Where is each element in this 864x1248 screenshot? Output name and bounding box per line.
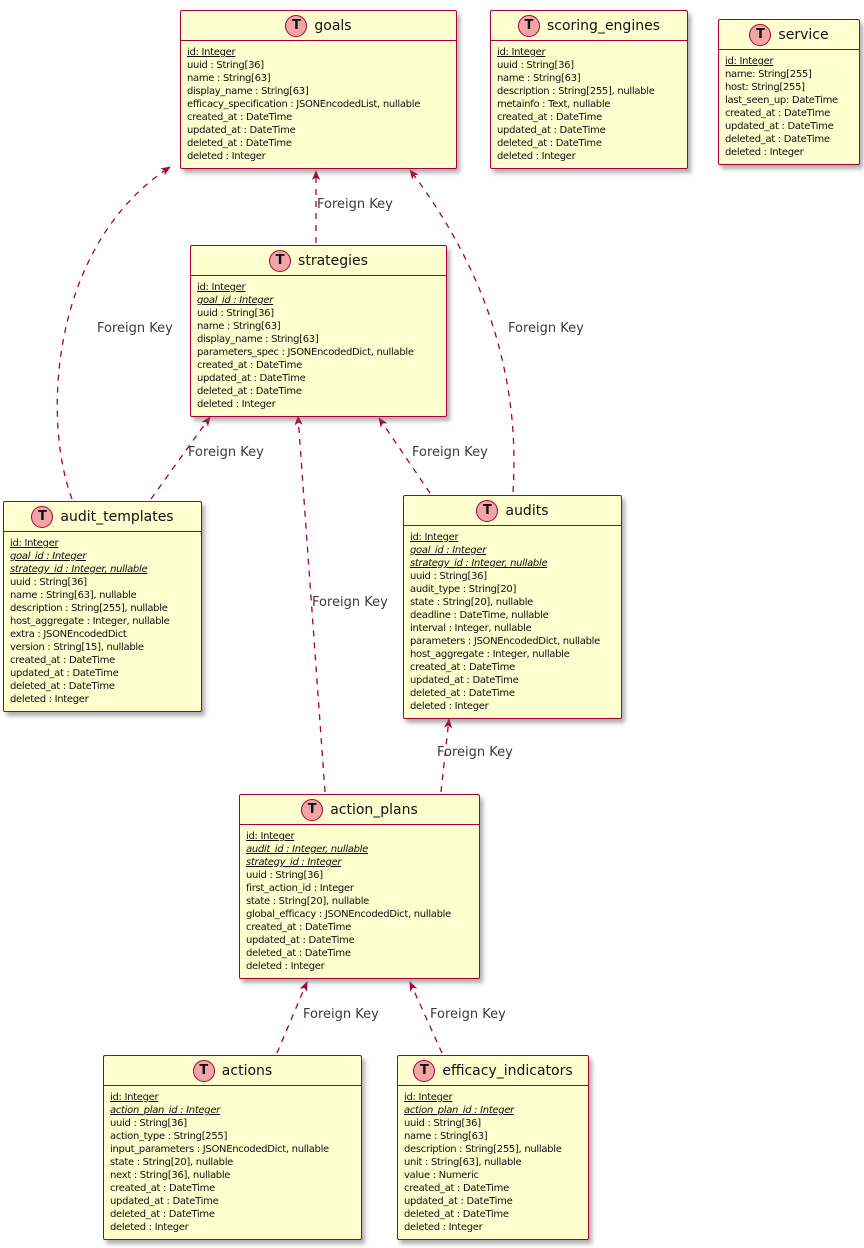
column-row: created_at : DateTime xyxy=(246,922,351,933)
column-row: created_at : DateTime xyxy=(725,108,830,119)
column-row: deleted : Integer xyxy=(410,701,489,712)
table-type-icon: T xyxy=(749,24,771,46)
foreign-key-label: Foreign Key xyxy=(188,445,264,460)
table-title: audits xyxy=(505,502,549,519)
column-row: input_parameters : JSONEncodedDict, nullable xyxy=(110,1144,329,1155)
table-title: action_plans xyxy=(330,801,418,818)
table-title: audit_templates xyxy=(60,508,174,525)
column-row: id: Integer xyxy=(404,1092,453,1103)
column-row: last_seen_up: DateTime xyxy=(725,95,838,106)
column-row: strategy_id : Integer, nullable xyxy=(410,558,548,569)
column-row: extra : JSONEncodedDict xyxy=(10,629,127,640)
column-row: metainfo : Text, nullable xyxy=(497,99,611,110)
table-title: actions xyxy=(221,1062,273,1079)
column-row: name : String[63] xyxy=(197,321,281,332)
table-columns xyxy=(398,1086,588,1239)
column-row: deleted_at : DateTime xyxy=(246,948,351,959)
column-row: updated_at : DateTime xyxy=(10,668,119,679)
column-row: version : String[15], nullable xyxy=(10,642,144,653)
column-row: efficacy_specification : JSONEncodedList, nullable xyxy=(187,99,421,110)
column-row: name : String[63] xyxy=(187,73,271,84)
column-row: deleted : Integer xyxy=(497,151,576,162)
column-row: uuid : String[36] xyxy=(246,870,323,881)
column-row: action_type : String[255] xyxy=(110,1131,228,1142)
column-row: strategy_id : Integer xyxy=(246,857,342,868)
table-action_plans[interactable] xyxy=(239,794,480,979)
column-row: uuid : String[36] xyxy=(187,60,264,71)
foreign-key-label: Foreign Key xyxy=(317,197,393,212)
table-columns xyxy=(4,532,201,711)
column-row: updated_at : DateTime xyxy=(410,675,519,686)
table-header xyxy=(404,496,621,526)
column-row: id: Integer xyxy=(497,47,546,58)
column-row: created_at : DateTime xyxy=(197,360,302,371)
column-row: next : String[36], nullable xyxy=(110,1170,231,1181)
table-header xyxy=(4,502,201,532)
table-columns xyxy=(104,1086,361,1239)
column-row: deleted_at : DateTime xyxy=(10,681,115,692)
column-row: first_action_id : Integer xyxy=(246,883,354,894)
table-type-icon: T xyxy=(518,15,540,37)
column-row: audit_id : Integer, nullable xyxy=(246,844,369,855)
table-title: strategies xyxy=(298,252,368,269)
column-row: deleted_at : DateTime xyxy=(197,386,302,397)
column-row: created_at : DateTime xyxy=(110,1183,215,1194)
column-row: updated_at : DateTime xyxy=(110,1196,219,1207)
column-row: id: Integer xyxy=(410,532,459,543)
table-actions[interactable] xyxy=(103,1055,362,1240)
column-row: parameters_spec : JSONEncodedDict, nullable xyxy=(197,347,414,358)
table-header xyxy=(191,246,446,276)
column-row: deleted_at : DateTime xyxy=(110,1209,215,1220)
column-row: deleted_at : DateTime xyxy=(497,138,602,149)
column-row: description : String[255], nullable xyxy=(497,86,655,97)
column-row: deleted : Integer xyxy=(187,151,266,162)
column-row: description : String[255], nullable xyxy=(10,603,168,614)
column-row: id: Integer xyxy=(10,538,59,549)
column-row: updated_at : DateTime xyxy=(197,373,306,384)
column-row: updated_at : DateTime xyxy=(725,121,834,132)
column-row: parameters : JSONEncodedDict, nullable xyxy=(410,636,600,647)
column-row: host: String[255] xyxy=(725,82,805,93)
foreign-key-label: Foreign Key xyxy=(97,321,173,336)
column-row: interval : Integer, nullable xyxy=(410,623,532,634)
column-row: state : String[20], nullable xyxy=(246,896,370,907)
column-row: id: Integer xyxy=(246,831,295,842)
foreign-key-label: Foreign Key xyxy=(412,445,488,460)
table-columns xyxy=(404,526,621,718)
column-row: display_name : String[63] xyxy=(187,86,309,97)
column-row: global_efficacy : JSONEncodedDict, nullable xyxy=(246,909,452,920)
table-header xyxy=(240,795,479,825)
table-header xyxy=(104,1056,361,1086)
column-row: updated_at : DateTime xyxy=(404,1196,513,1207)
column-row: deleted_at : DateTime xyxy=(725,134,830,145)
column-row: description : String[255], nullable xyxy=(404,1144,562,1155)
table-header xyxy=(398,1056,588,1086)
column-row: deleted_at : DateTime xyxy=(404,1209,509,1220)
column-row: deleted : Integer xyxy=(404,1222,483,1233)
table-columns xyxy=(491,41,687,168)
table-title: scoring_engines xyxy=(546,17,660,34)
table-strategies[interactable] xyxy=(190,245,447,417)
column-row: state : String[20], nullable xyxy=(410,597,534,608)
column-row: id: Integer xyxy=(725,56,774,67)
foreign-key-label: Foreign Key xyxy=(430,1007,506,1022)
column-row: goal_id : Integer xyxy=(410,545,487,556)
column-row: strategy_id : Integer, nullable xyxy=(10,564,148,575)
column-row: host_aggregate : Integer, nullable xyxy=(410,649,570,660)
table-title: service xyxy=(778,26,829,43)
column-row: deleted : Integer xyxy=(10,694,89,705)
column-row: created_at : DateTime xyxy=(10,655,115,666)
column-row: uuid : String[36] xyxy=(110,1118,187,1129)
table-type-icon: T xyxy=(301,799,323,821)
column-row: updated_at : DateTime xyxy=(246,935,355,946)
column-row: id: Integer xyxy=(110,1092,159,1103)
column-row: deleted : Integer xyxy=(110,1222,189,1233)
column-row: name : String[63] xyxy=(497,73,581,84)
column-row: uuid : String[36] xyxy=(497,60,574,71)
column-row: id: Integer xyxy=(197,282,246,293)
column-row: uuid : String[36] xyxy=(404,1118,481,1129)
table-type-icon: T xyxy=(269,250,291,272)
column-row: audit_type : String[20] xyxy=(410,584,517,595)
column-row: created_at : DateTime xyxy=(410,662,515,673)
column-row: name : String[63], nullable xyxy=(10,590,137,601)
column-row: deleted_at : DateTime xyxy=(187,138,292,149)
column-row: deleted_at : DateTime xyxy=(410,688,515,699)
column-row: deadline : DateTime, nullable xyxy=(410,610,549,621)
column-row: created_at : DateTime xyxy=(187,112,292,123)
table-title: goals xyxy=(314,17,352,34)
column-row: name: String[255] xyxy=(725,69,812,80)
column-row: deleted : Integer xyxy=(725,147,804,158)
foreign-key-label: Foreign Key xyxy=(437,745,513,760)
column-row: uuid : String[36] xyxy=(410,571,487,582)
table-columns xyxy=(719,50,859,164)
column-row: host_aggregate : Integer, nullable xyxy=(10,616,170,627)
table-columns xyxy=(181,41,456,168)
column-row: deleted : Integer xyxy=(197,399,276,410)
table-type-icon: T xyxy=(31,506,53,528)
table-header xyxy=(181,11,456,41)
foreign-key-label: Foreign Key xyxy=(312,595,388,610)
column-row: action_plan_id : Integer xyxy=(404,1105,514,1116)
column-row: updated_at : DateTime xyxy=(497,125,606,136)
column-row: updated_at : DateTime xyxy=(187,125,296,136)
table-service[interactable] xyxy=(718,19,860,165)
table-audit_templates[interactable] xyxy=(3,501,202,712)
table-goals[interactable] xyxy=(180,10,457,169)
table-type-icon: T xyxy=(285,15,307,37)
table-type-icon: T xyxy=(476,500,498,522)
column-row: uuid : String[36] xyxy=(197,308,274,319)
table-header xyxy=(491,11,687,41)
foreign-key-label: Foreign Key xyxy=(303,1007,379,1022)
foreign-key-label: Foreign Key xyxy=(508,321,584,336)
column-row: value : Numeric xyxy=(404,1170,479,1181)
column-row: goal_id : Integer xyxy=(10,551,87,562)
column-row: goal_id : Integer xyxy=(197,295,274,306)
column-row: deleted : Integer xyxy=(246,961,325,972)
table-audits[interactable] xyxy=(403,495,622,719)
table-efficacy_indicators[interactable] xyxy=(397,1055,589,1240)
table-header xyxy=(719,20,859,50)
column-row: created_at : DateTime xyxy=(404,1183,509,1194)
table-columns xyxy=(191,276,446,416)
column-row: unit : String[63], nullable xyxy=(404,1157,522,1168)
column-row: state : String[20], nullable xyxy=(110,1157,234,1168)
table-scoring_engines[interactable] xyxy=(490,10,688,169)
table-columns xyxy=(240,825,479,978)
column-row: uuid : String[36] xyxy=(10,577,87,588)
column-row: display_name : String[63] xyxy=(197,334,319,345)
table-type-icon: T xyxy=(413,1060,435,1082)
table-type-icon: T xyxy=(193,1060,215,1082)
column-row: action_plan_id : Integer xyxy=(110,1105,220,1116)
column-row: id: Integer xyxy=(187,47,236,58)
column-row: name : String[63] xyxy=(404,1131,488,1142)
table-title: efficacy_indicators xyxy=(442,1062,573,1079)
column-row: created_at : DateTime xyxy=(497,112,602,123)
